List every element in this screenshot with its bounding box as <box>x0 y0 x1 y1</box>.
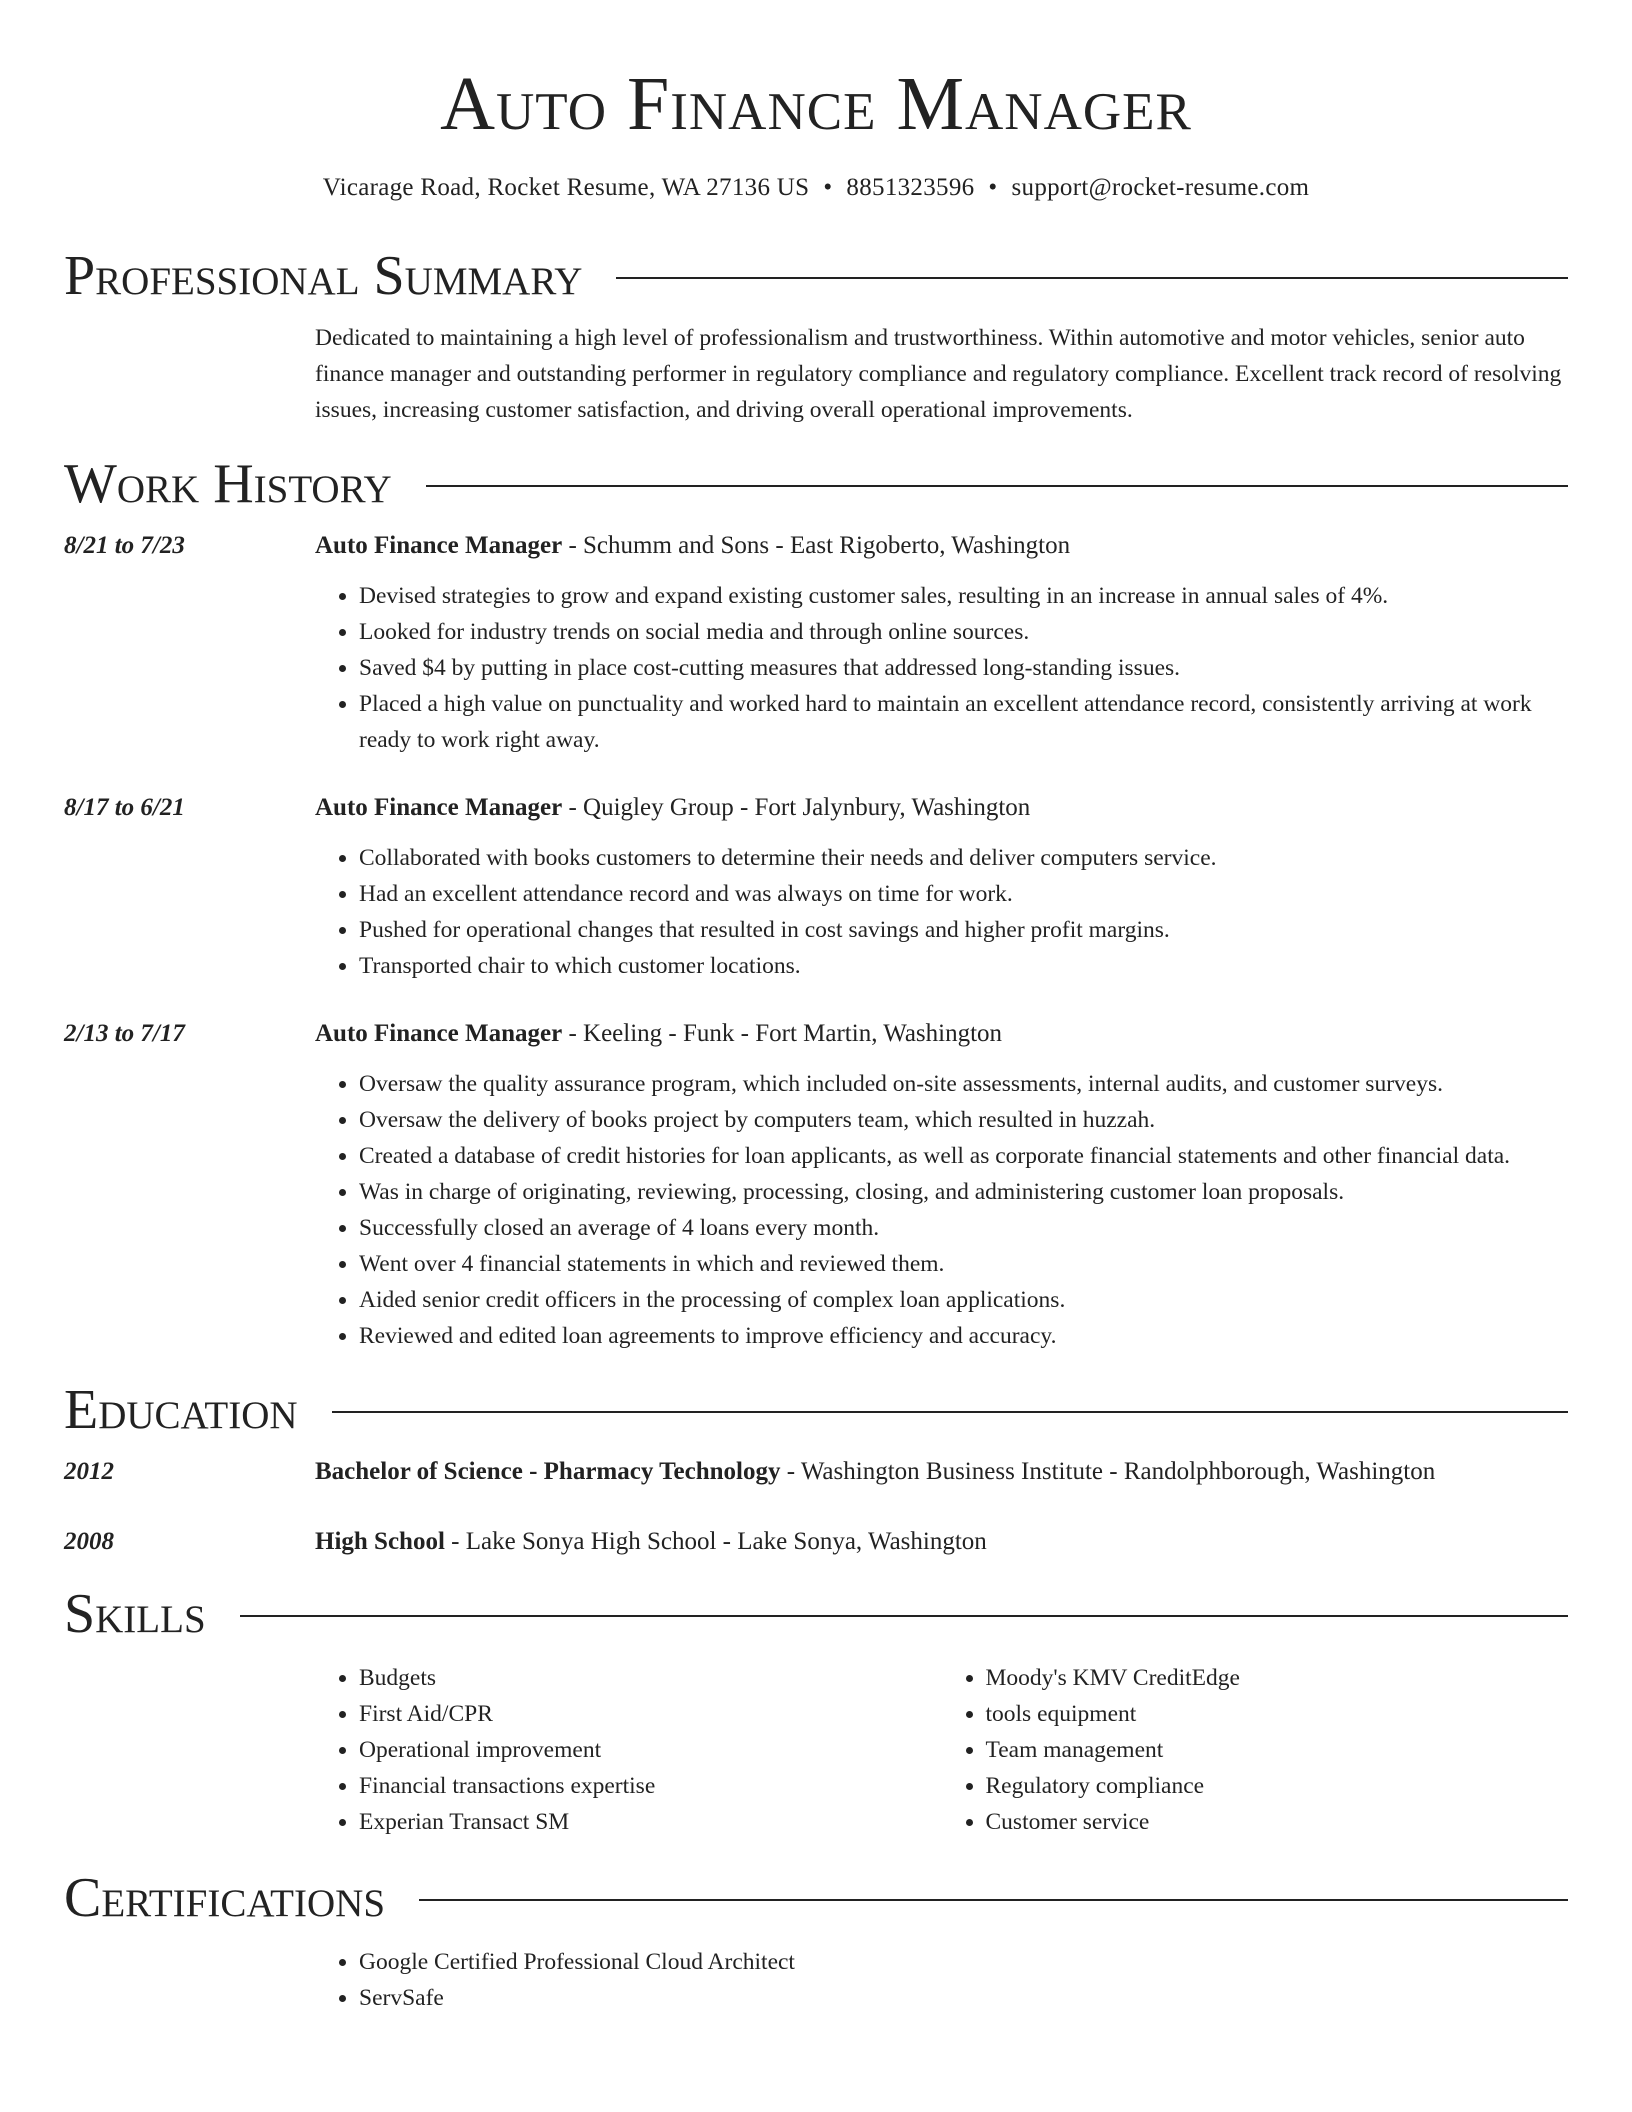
job-title: Auto Finance Manager <box>315 1020 563 1047</box>
job-title: Auto Finance Manager <box>315 794 563 821</box>
contact-line <box>64 174 1568 202</box>
education-list <box>64 1454 1568 1560</box>
job-bullet: • Was in charge of originating, reviewing, processing, closing, and administering customer loan proposals. <box>359 1174 1568 1210</box>
skill-item: • First Aid/CPR <box>359 1696 942 1732</box>
skills-column-right <box>942 1660 1569 1840</box>
job-bullet: • Saved $4 by putting in place cost-cutting measures that addressed long-standing issues. <box>359 650 1568 686</box>
job-entry <box>64 1016 1568 1354</box>
job-list <box>64 528 1568 1354</box>
education-degree: High School <box>315 1528 445 1555</box>
resume-page <box>64 0 1568 2016</box>
job-bullet: • Aided senior credit officers in the processing of complex loan applications. <box>359 1282 1568 1318</box>
certifications-row <box>64 1928 1568 2016</box>
separator-dot: • <box>823 174 833 201</box>
skill-item: • Regulatory compliance <box>986 1768 1569 1804</box>
skill-item: • Budgets <box>359 1660 942 1696</box>
section-certifications-header <box>64 1868 1568 1928</box>
education-body <box>315 1454 1568 1490</box>
contact-email: support@rocket-resume.com <box>1011 174 1310 201</box>
job-bullet: • Placed a high value on punctuality and worked hard to maintain an excellent attendance record, consistently arriving at work ready to work right away. <box>359 686 1568 758</box>
skills-row <box>64 1644 1568 1840</box>
resume-name: Auto Finance Manager <box>440 62 1192 146</box>
contact-phone: 8851323596 <box>846 174 975 201</box>
certification-item: • Google Certified Professional Cloud Architect <box>359 1944 1568 1980</box>
section-education-header <box>64 1380 1568 1440</box>
job-body <box>315 1016 1568 1354</box>
job-details: - Keeling - Funk - Fort Martin, Washington <box>562 1020 1003 1047</box>
job-heading <box>315 790 1568 826</box>
job-bullet: • Devised strategies to grow and expand existing customer sales, resulting in an increase in annual sales of 4%. <box>359 578 1568 614</box>
job-dates: 8/17 to 6/21 <box>64 794 185 821</box>
education-details: - Lake Sonya High School - Lake Sonya, Washington <box>444 1528 987 1555</box>
job-body <box>315 528 1568 758</box>
section-divider <box>616 277 1568 279</box>
job-bullets <box>315 578 1568 758</box>
certification-item: • ServSafe <box>359 1980 1568 2016</box>
job-bullet: • Oversaw the quality assurance program, which included on-site assessments, internal audits, and customer surveys. <box>359 1066 1568 1102</box>
job-details: - Schumm and Sons - East Rigoberto, Washington <box>562 532 1071 559</box>
job-dates: 8/21 to 7/23 <box>64 532 185 559</box>
skill-item: • Financial transactions expertise <box>359 1768 942 1804</box>
skill-item: • tools equipment <box>986 1696 1569 1732</box>
skills-column-left <box>315 1660 942 1840</box>
job-bullet: • Collaborated with books customers to determine their needs and deliver computers service. <box>359 840 1568 876</box>
job-title: Auto Finance Manager <box>315 532 563 559</box>
job-bullets <box>315 1066 1568 1354</box>
job-bullet: • Created a database of credit histories for loan applicants, as well as corporate financial statements and other financial data. <box>359 1138 1568 1174</box>
education-details: - Washington Business Institute - Randolphborough, Washington <box>780 1458 1436 1485</box>
job-entry <box>64 528 1568 758</box>
job-heading <box>315 528 1568 564</box>
section-divider <box>240 1615 1568 1617</box>
job-bullet: • Went over 4 financial statements in which and reviewed them. <box>359 1246 1568 1282</box>
section-title: Education <box>64 1379 298 1441</box>
job-body <box>315 790 1568 984</box>
education-entry <box>64 1454 1568 1490</box>
skill-item: • Moody's KMV CreditEdge <box>986 1660 1569 1696</box>
education-body <box>315 1524 1568 1560</box>
section-title: Certifications <box>64 1867 386 1929</box>
section-title: Skills <box>64 1583 206 1645</box>
education-year: 2008 <box>64 1528 114 1555</box>
section-title: Professional Summary <box>64 245 583 307</box>
section-title: Work History <box>64 453 392 515</box>
section-summary-header <box>64 246 1568 306</box>
education-entry <box>64 1524 1568 1560</box>
certifications-list <box>315 1944 1568 2016</box>
section-divider <box>419 1899 1568 1901</box>
summary-row <box>64 320 1568 428</box>
skill-item: • Experian Transact SM <box>359 1804 942 1840</box>
job-bullet: • Had an excellent attendance record and was always on time for work. <box>359 876 1568 912</box>
job-bullets <box>315 840 1568 984</box>
section-divider <box>332 1411 1568 1413</box>
job-bullet: • Reviewed and edited loan agreements to improve efficiency and accuracy. <box>359 1318 1568 1354</box>
section-divider <box>426 485 1568 487</box>
separator-dot: • <box>988 174 998 201</box>
education-year: 2012 <box>64 1458 114 1485</box>
job-bullet: • Oversaw the delivery of books project by computers team, which resulted in huzzah. <box>359 1102 1568 1138</box>
job-entry <box>64 790 1568 984</box>
education-degree: Bachelor of Science - Pharmacy Technology <box>315 1458 781 1485</box>
contact-address: Vicarage Road, Rocket Resume, WA 27136 US <box>322 174 810 201</box>
job-bullet: • Pushed for operational changes that resulted in cost savings and higher profit margins. <box>359 912 1568 948</box>
job-dates: 2/13 to 7/17 <box>64 1020 185 1047</box>
skill-item: • Operational improvement <box>359 1732 942 1768</box>
summary-text: Dedicated to maintaining a high level of professionalism and trustworthiness. Within automotive and motor vehicles, senior auto finance manager and outstanding performer in regulatory compliance and regulatory compliance. Excellent track record of resolving issues, increasing customer satisfaction, and driving overall operational improvements. <box>315 325 1562 423</box>
skill-item: • Team management <box>986 1732 1569 1768</box>
job-bullet: • Successfully closed an average of 4 loans every month. <box>359 1210 1568 1246</box>
section-skills-header <box>64 1584 1568 1644</box>
job-bullet: • Transported chair to which customer locations. <box>359 948 1568 984</box>
job-details: - Quigley Group - Fort Jalynbury, Washington <box>562 794 1031 821</box>
skill-item: • Customer service <box>986 1804 1569 1840</box>
job-heading <box>315 1016 1568 1052</box>
job-bullet: • Looked for industry trends on social media and through online sources. <box>359 614 1568 650</box>
section-work-header <box>64 454 1568 514</box>
